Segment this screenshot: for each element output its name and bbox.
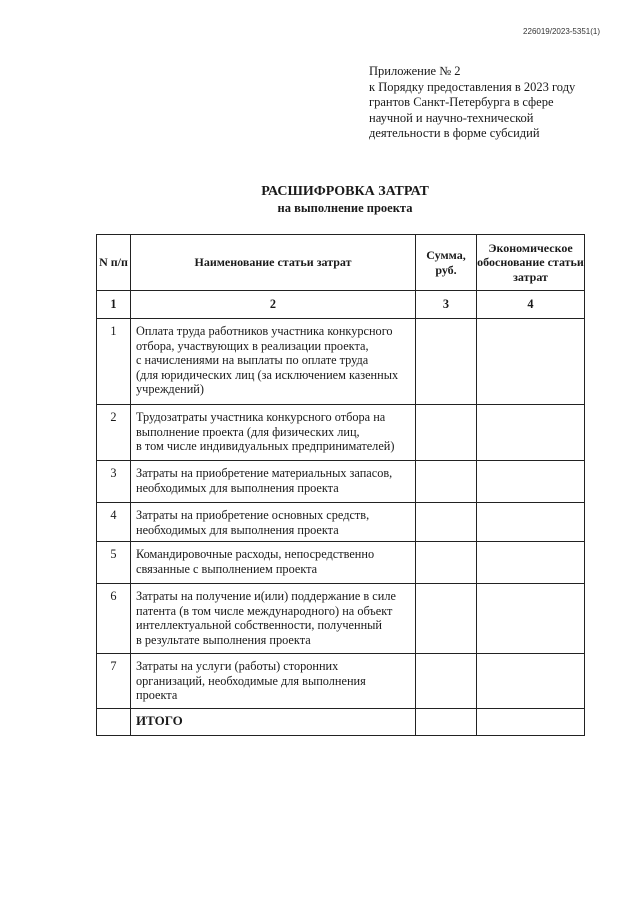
reason-cell[interactable] — [477, 584, 585, 654]
table-row — [97, 584, 585, 654]
reason-cell[interactable] — [477, 503, 585, 542]
row-name-line: проекта — [136, 688, 178, 702]
row-name-line: организаций, необходимые для выполнения — [136, 673, 366, 688]
table-row — [97, 503, 585, 542]
row-name — [131, 503, 416, 542]
sum-cell[interactable] — [416, 319, 477, 405]
table-row — [97, 461, 585, 503]
row-name-line: Затраты на приобретение материальных запасов, — [136, 466, 393, 480]
row-name-line: патента (в том числе международного) на объект — [136, 603, 393, 618]
column-number: 2 — [131, 291, 416, 319]
row-number: 4 — [97, 503, 131, 542]
row-name-line: интеллектуальной собственности, полученный — [136, 618, 382, 632]
table-row — [97, 542, 585, 584]
appendix-line: Приложение № 2 — [369, 64, 461, 78]
document-number: 226019/2023-5351(1) — [523, 27, 600, 36]
row-name-line: Затраты на получение и(или) поддержание в силе — [136, 589, 396, 603]
header-name: Наименование статьи затрат — [131, 235, 416, 291]
row-number: 5 — [97, 542, 131, 584]
row-name-line: необходимых для выполнения проекта — [136, 480, 339, 495]
document-title: РАСШИФРОВКА ЗАТРАТ — [261, 184, 429, 199]
appendix-note — [369, 64, 609, 142]
row-name-line: выполнение проекта (для физических лиц, — [136, 424, 360, 439]
row-name — [131, 542, 416, 584]
row-name-line: необходимых для выполнения проекта — [136, 522, 339, 537]
row-number: 2 — [97, 405, 131, 461]
column-number: 1 — [97, 291, 131, 319]
document-subtitle: на выполнение проекта — [277, 201, 413, 215]
cost-table — [96, 234, 585, 736]
row-name-line: связанные с выполнением проекта — [136, 561, 318, 576]
row-name-line: Командировочные расходы, непосредственно — [136, 547, 375, 561]
row-name-line: (для юридических лиц (за исключением казенных — [136, 367, 399, 382]
row-name-line: в том числе индивидуальных предпринимателей) — [136, 439, 395, 453]
sum-cell[interactable] — [416, 461, 477, 503]
table-row — [97, 319, 585, 405]
reason-cell[interactable] — [477, 405, 585, 461]
table-row — [97, 405, 585, 461]
sum-cell[interactable] — [416, 503, 477, 542]
total-num-cell — [97, 709, 131, 736]
sum-cell[interactable] — [416, 584, 477, 654]
total-row — [97, 709, 585, 736]
sum-cell[interactable] — [416, 654, 477, 709]
total-sum-cell[interactable] — [416, 709, 477, 736]
reason-cell[interactable] — [477, 319, 585, 405]
reason-cell[interactable] — [477, 461, 585, 503]
row-number: 1 — [97, 319, 131, 405]
row-name-line: с начислениями на выплаты по оплате труда — [136, 353, 369, 367]
row-name — [131, 654, 416, 709]
table-row — [97, 654, 585, 709]
row-name — [131, 319, 416, 405]
row-number: 3 — [97, 461, 131, 503]
appendix-line: грантов Санкт-Петербурга в сфере — [369, 95, 554, 109]
row-name-line: Оплата труда работников участника конкурсного — [136, 324, 393, 338]
sum-cell[interactable] — [416, 405, 477, 461]
row-number: 7 — [97, 654, 131, 709]
row-name-line: учреждений) — [136, 382, 204, 396]
row-number: 6 — [97, 584, 131, 654]
row-name-line: в результате выполнения проекта — [136, 632, 311, 647]
row-name-line: Затраты на услуги (работы) сторонних — [136, 659, 339, 673]
column-number-row — [97, 291, 585, 319]
row-name-line: Затраты на приобретение основных средств, — [136, 508, 370, 522]
table-header-row — [97, 235, 585, 291]
appendix-line: деятельности в форме субсидий — [369, 126, 540, 140]
column-number: 4 — [477, 291, 585, 319]
header-reason: Экономическое обоснование статьи затрат — [477, 235, 585, 291]
header-sum: Сумма, руб. — [416, 235, 477, 291]
appendix-line: научной и научно-технической — [369, 110, 534, 125]
row-name — [131, 461, 416, 503]
sum-cell[interactable] — [416, 542, 477, 584]
reason-cell[interactable] — [477, 654, 585, 709]
row-name-line: Трудозатраты участника конкурсного отбора на — [136, 410, 386, 424]
reason-cell[interactable] — [477, 542, 585, 584]
column-number: 3 — [416, 291, 477, 319]
header-num: N п/п — [97, 235, 131, 291]
row-name — [131, 584, 416, 654]
total-label: ИТОГО — [131, 709, 416, 736]
appendix-line: к Порядку предоставления в 2023 году — [369, 79, 576, 94]
row-name — [131, 405, 416, 461]
row-name-line: отбора, участвующих в реализации проекта, — [136, 338, 369, 353]
total-reason-cell[interactable] — [477, 709, 585, 736]
